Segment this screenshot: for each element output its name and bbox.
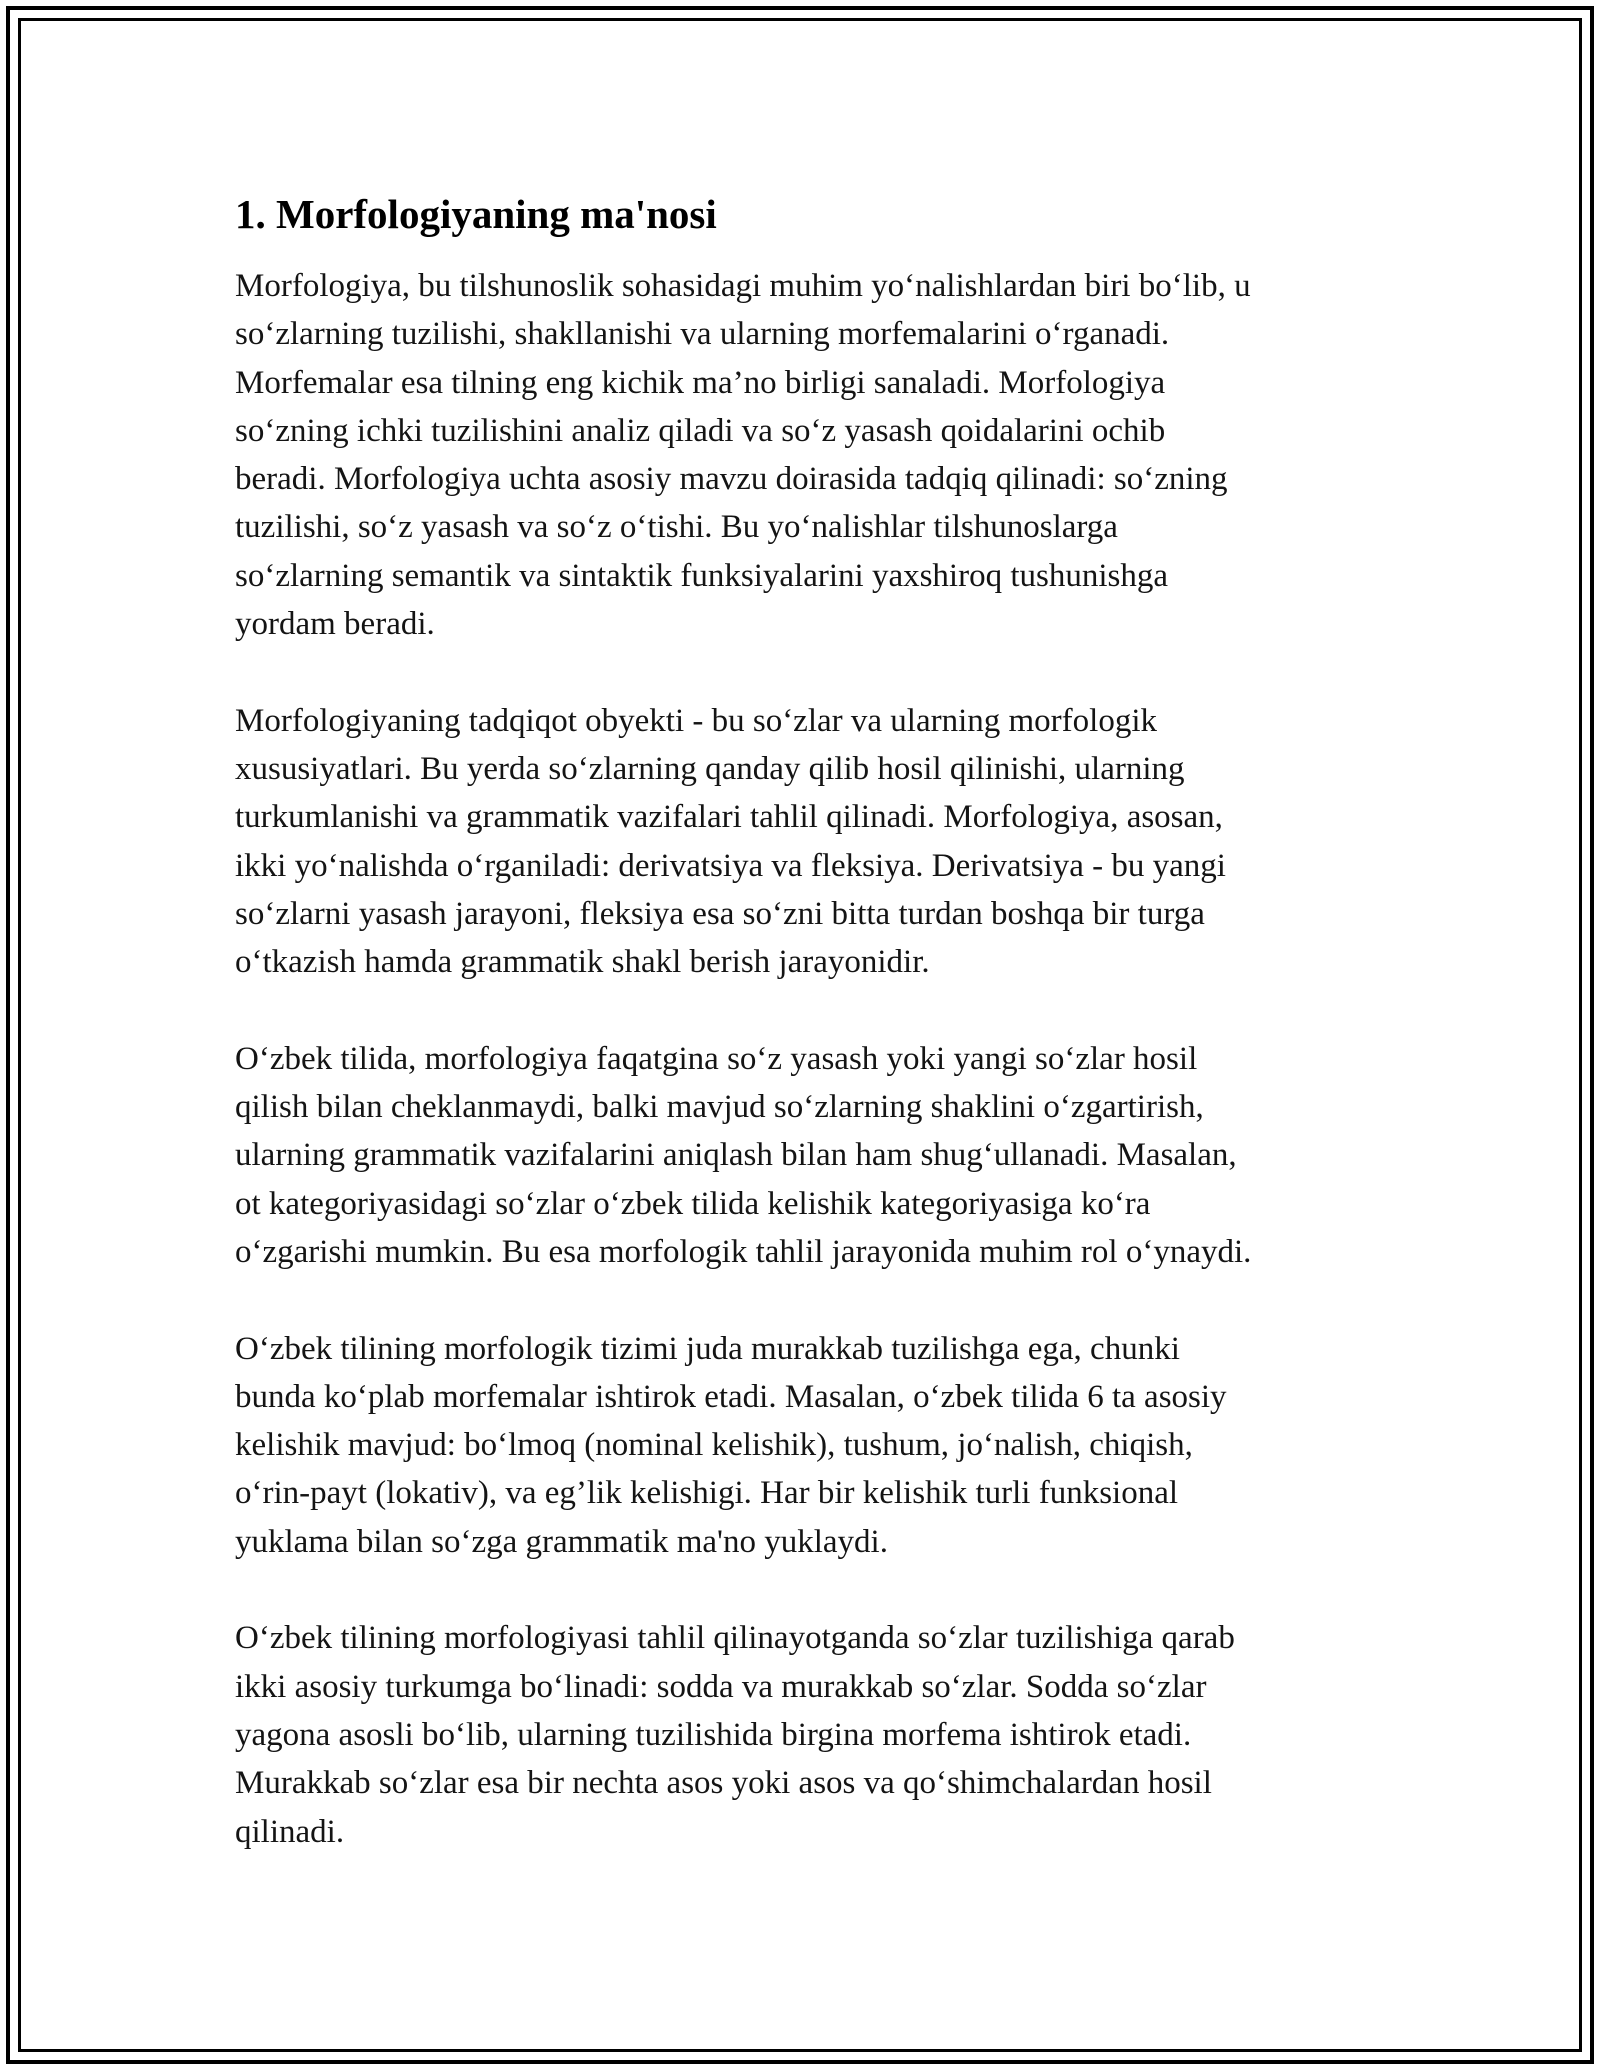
document-body: [235, 186, 1375, 1904]
paragraph-3: O‘zbek tilida, morfologiya faqatgina so‘z yasash yoki yangi so‘zlar hosil qilish bilan cheklanmaydi, balki mavjud so‘zlarning shaklini o‘zgartirish, ularning grammatik vazifalarini aniqlash bilan ham shug‘ullanadi. Masalan, ot kategoriyasidagi so‘zlar o‘zbek tilida kelishik kategoriyasiga ko‘ra o‘zgarishi mumkin. Bu esa morfologik tahlil jarayonida muhim rol o‘ynaydi.: [235, 1040, 1252, 1270]
paragraph-1: Morfologiya, bu tilshunoslik sohasidagi muhim yo‘nalishlardan biri bo‘lib, u so‘zlarning tuzilishi, shakllanishi va ularning morfemalarini o‘rganadi. Morfemalar esa tilning eng kichik ma’no birligi sanaladi. Morfologiya so‘zning ichki tuzilishini analiz qiladi va so‘z yasash qoidalarini ochib beradi. Morfologiya uchta asosiy mavzu doirasida tadqiq qilinadi: so‘zning tuzilishi, so‘z yasash va so‘z o‘tishi. Bu yo‘nalishlar tilshunoslarga so‘zlarning semantik va sintaktik funksiyalarini yaxshiroq tushunishga yordam beradi.: [235, 268, 1251, 643]
paragraph-2: Morfologiyaning tadqiqot obyekti - bu so‘zlar va ularning morfologik xususiyatlari. Bu yerda so‘zlarning qanday qilib hosil qilinishi, ularning turkumlanishi va grammatik vazifalari tahlil qilinadi. Morfologiya, asosan, ikki yo‘nalishda o‘rganiladi: derivatsiya va fleksiya. Derivatsiya - bu yangi so‘zlarni yasash jarayoni, fleksiya esa so‘zni bitta turdan boshqa bir turga o‘tkazish hamda grammatik shakl berish jarayonidir.: [235, 702, 1226, 981]
paragraph-5: O‘zbek tilining morfologiyasi tahlil qilinayotganda so‘zlar tuzilishiga qarab ikki asosiy turkumga bo‘linadi: sodda va murakkab so‘zlar. Sodda so‘zlar yagona asosli bo‘lib, ularning tuzilishida birgina morfema ishtirok etadi. Murakkab so‘zlar esa bir nechta asos yoki asos va qo‘shimchalardan hosil qilinadi.: [235, 1620, 1235, 1850]
section-heading: 1. Morfologiyaning ma'nosi: [235, 191, 717, 237]
paragraph-4: O‘zbek tilining morfologik tizimi juda murakkab tuzilishga ega, chunki bunda ko‘plab morfemalar ishtirok etadi. Masalan, o‘zbek tilida 6 ta asosiy kelishik mavjud: bo‘lmoq (nominal kelishik), tushum, jo‘nalish, chiqish, o‘rin-payt (lokativ), va eg’lik kelishigi. Har bir kelishik turli funksional yuklama bilan so‘zga grammatik ma'no yuklaydi.: [235, 1330, 1227, 1560]
